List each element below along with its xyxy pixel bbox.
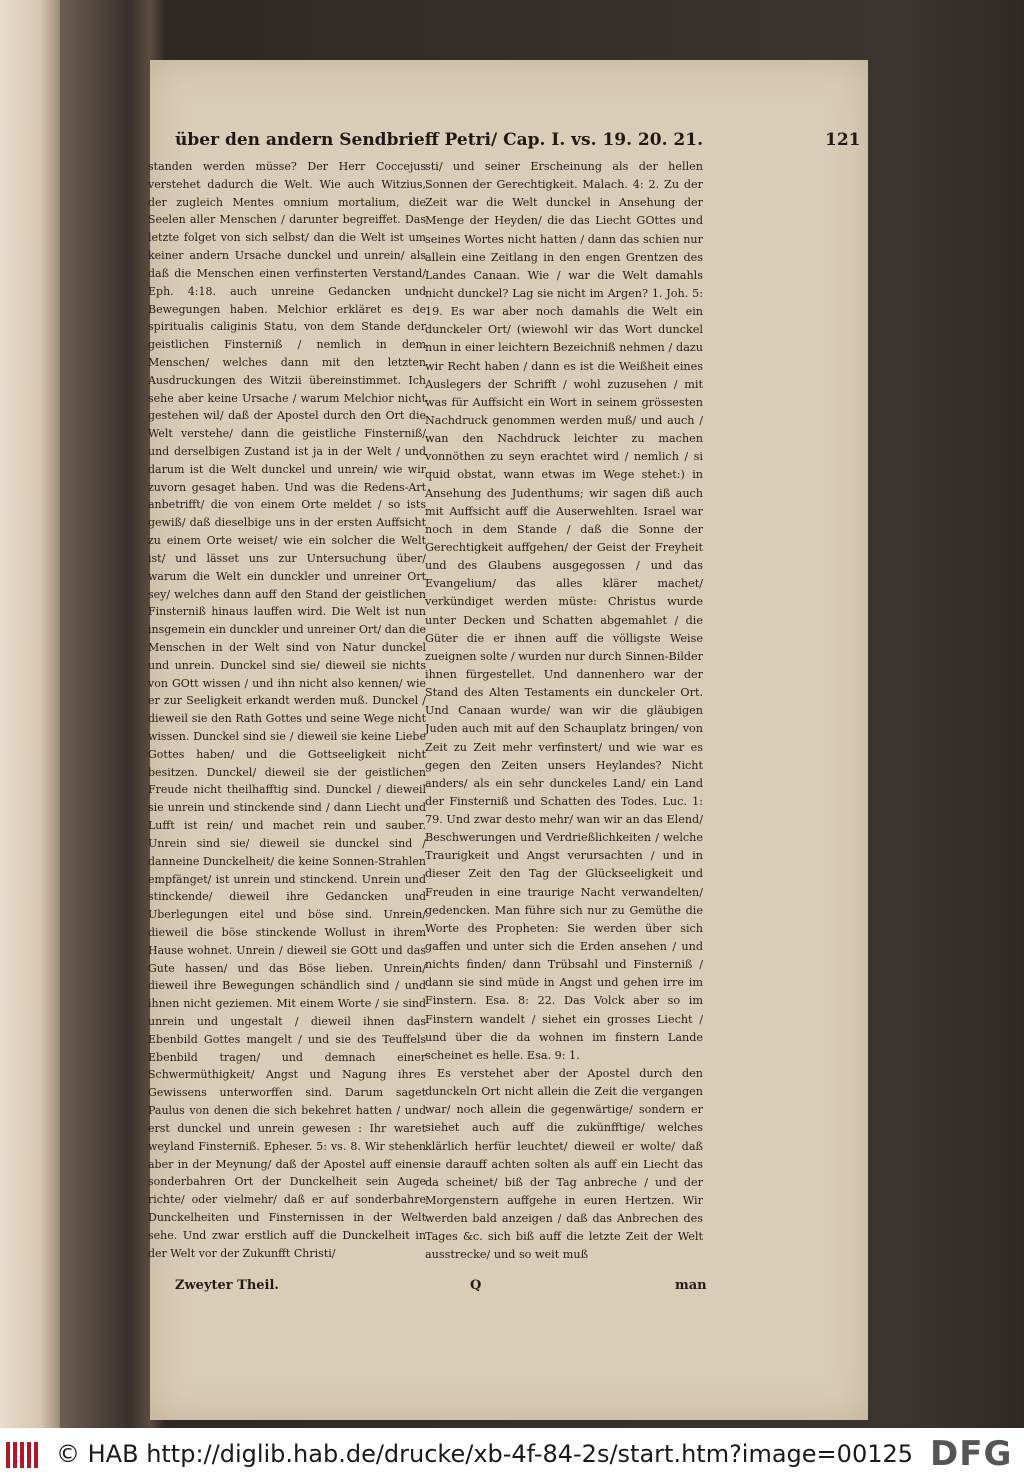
hab-logo-icon (6, 1442, 44, 1468)
copyright-link[interactable]: © HAB http://diglib.hab.de/drucke/xb-4f-84-2s/start.htm?image=00125 (56, 1440, 914, 1468)
right-column-text: sti/ und seiner Erscheinung als der hellen Sonnen der Gerechtigkeit. Malach. 4: 2. Zu der Zeit war die Welt dunckel in Ansehung der Menge der Heyden/ die das Liecht GOttes und seines Wortes nicht hatten / dann das schien nur allein eine Zeitlang in den engen Grentzen des Landes Canaan. Wie / war die Welt damahls nicht dunckel? Lag sie nicht im Argen? 1. Joh. 5: 19. Es war aber noch damahls die Welt ein dunckeler Ort/ (wiewohl wir das Wort dunckel nun in einer leichtern Bezeichniß nehmen / dazu wir Recht haben / dann es ist die Weißheit eines Auslegers der Schrifft / wohl zuzusehen / mit was für Auffsicht ein Wort in seinem grössesten Nachdruck genommen werden muß/ und auch / wan den Nachdruck leichter zu machen vonnöthen zu seyn erachtet wird / nemlich / si quid obstat, wann etwas im Wege stehet:) in Ansehung des Judenthums; wir sagen diß auch mit Auffsicht auff die Auserwehlten. Israel war noch in dem Stande / daß die Sonne der Gerechtigkeit auffgehen/ der Geist der Freyheit und des Glaubens ausgegossen / und das Evangelium/ das alles klärer machet/ verkündiget werden müste: Christus wurde unter Decken und Schatten abgemahlet / die Güter die er ihnen auff die völligste Weise zueignen solte / wurden nur durch Sinnen-Bilder ihnen fürgestellet. Und dannenhero war der Stand des Alten Testaments ein dunckeler Ort. Und Canaan wurde/ wan wir die gläubigen Juden auch mit auf den Schauplatz bringen/ von Zeit zu Zeit mehr verfinstert/ und wie war es gegen den Zeiten unsers Heylandes? Nicht anders/ als ein sehr dunckeles Land/ ein Land der Finsterniß und Schatten des Todes. Luc. 1: 79. Und zwar desto mehr/ wan wir an das Elend/ Beschwerungen und Verdrießlichkeiten / welche Traurigkeit und Angst verursachten / und in dieser Zeit den Tag der Glückseeligkeit und Freuden in eine traurige Nacht verwandelten/ gedencken. Man führe sich nur zu Gemüthe die Worte des Propheten: Sie werden über sich gaffen und unter sich die Erden ansehen / und nichts finden/ dann Trübsahl und Finsterniß / dann sie sind müde in Angst und gehen irre im Finstern. Esa. 8: 22. Das Volck aber so im Finstern wandelt / siehet ein grosses Liecht / und über die da wohnen im finstern Lande scheinet es helle. Esa. 9: 1. (425, 160, 703, 1062)
signature-line: Zweyter Theil. (175, 1278, 279, 1293)
catchword: man (675, 1278, 707, 1293)
signature-mark: Q (470, 1278, 482, 1293)
right-column (425, 158, 703, 1265)
left-column-text: standen werden müsse? Der Herr Coccejus verstehet dadurch die Welt. Wie auch Witzius, der zugleich Mentes omnium mortalium, die Seelen aller Menschen / darunter begreiffet. Das letzte folget von sich selbst/ dan die Welt ist um keiner andern Ursache dunckel und unrein/ als daß die Menschen einen verfinsterten Verstand/ Eph. 4:18. auch unreine Gedancken und Bewegungen haben. Melchior erkläret es de spiritualis caliginis Statu, von dem Stande der geistlichen Finsterniß / nemlich in dem Menschen/ welches dann mit den letzten Ausdruckungen des Witzii übereinstimmet. Ich sehe aber keine Ursache / warum Melchior nicht gestehen wil/ daß der Apostel durch den Ort die Welt verstehe/ dann die geistliche Finsterniß/ und derselbigen Zustand ist ja in der Welt / und darum ist die Welt dunckel und unrein/ wie wir zuvorn gesaget haben. Und was die Redens-Art anbetrifft/ die von einem Orte meldet / so ists gewiß/ daß dieselbige uns in der ersten Auffsicht zu einem Orte weiset/ wie ein solcher die Welt ist/ und lässet uns zur Untersuchung über/ warum die Welt ein dunckler und unreiner Ort sey/ welches dann auff den Stand der geistlichen Finsterniß hinaus lauffen wird. Die Welt ist nun insgemein ein dunckler und unreiner Ort/ dan die Menschen in der Welt sind von Natur dunckel und unrein. Dunckel sind sie/ dieweil sie nichts von GOtt wissen / und ihn nicht also kennen/ wie er zur Seeligkeit erkandt werden muß. Dunckel / dieweil sie den Rath Gottes und seine Wege nicht wissen. Dunckel sind sie / dieweil sie keine Liebe Gottes haben/ und die Gottseeligkeit nicht besitzen. Dunckel/ dieweil sie der geistlichen Freude nicht theilhafftig sind. Dunckel / dieweil sie unrein und stinckende sind / dann Liecht und Lufft ist rein/ und machet rein und sauber. Unrein sind sie/ dieweil sie dunckel sind / danneine Dunckelheit/ die keine Sonnen-Strahlen empfänget/ ist unrein und stinckend. Unrein und stinckende/ dieweil ihre Gedancken und Uberlegungen eitel und böse sind. Unrein/ dieweil die böse stinckende Wollust in ihrem Hause wohnet. Unrein / dieweil sie GOtt und das Gute hassen/ und das Böse lieben. Unrein/ dieweil ihre Bewegungen schändlich sind / und ihnen nicht geziemen. Mit einem Worte / sie sind unrein und ungestalt / dieweil ihnen das Ebenbild Gottes mangelt / und sie des Teuffels Ebenbild tragen/ und demnach einer Schwermüthigkeit/ Angst und Nagung ihres Gewissens unterworffen sind. Darum saget Paulus von denen die sich bekehret hatten / und erst dunckel und unrein gewesen : Ihr waret weyland Finsterniß. Epheser. 5: vs. 8. Wir stehen aber in der Meynung/ daß der Apostel auff einen sonderbahren Ort der Dunckelheit sein Auge richte/ oder vielmehr/ daß er auf sonderbahre Dunckelheiten und Finsternissen in der Welt sehe. Und zwar erstlich auff die Dunckelheit in der Welt vor der Zukunfft Christi/ (148, 160, 426, 1260)
running-head: über den andern Sendbrieff Petri/ Cap. I. vs. 19. 20. 21. (175, 130, 704, 150)
footer-bar (0, 1428, 1024, 1481)
left-page-edge (0, 0, 60, 1428)
dfg-logo: DFG (930, 1434, 1013, 1474)
left-column (148, 158, 426, 1262)
page-number: 121 (825, 130, 861, 150)
right-column-paragraph-2: Es verstehet aber der Apostel durch den dunckeln Ort nicht allein die Zeit die vergangen war/ noch allein die gegenwärtige/ sondern er siehet auch auff die zukünfftige/ welches klärlich herfür leuchtet/ dieweil er wolte/ daß sie darauff achten solten als auff ein Liecht das da scheinet/ biß der Tag anbreche / und der Morgenstern auffgehe in euren Hertzen. Wir werden bald anzeigen / daß das Anbrechen des Tages &c. sich biß auff die letzte Zeit der Welt ausstrecke/ und so weit muß (425, 1067, 703, 1262)
